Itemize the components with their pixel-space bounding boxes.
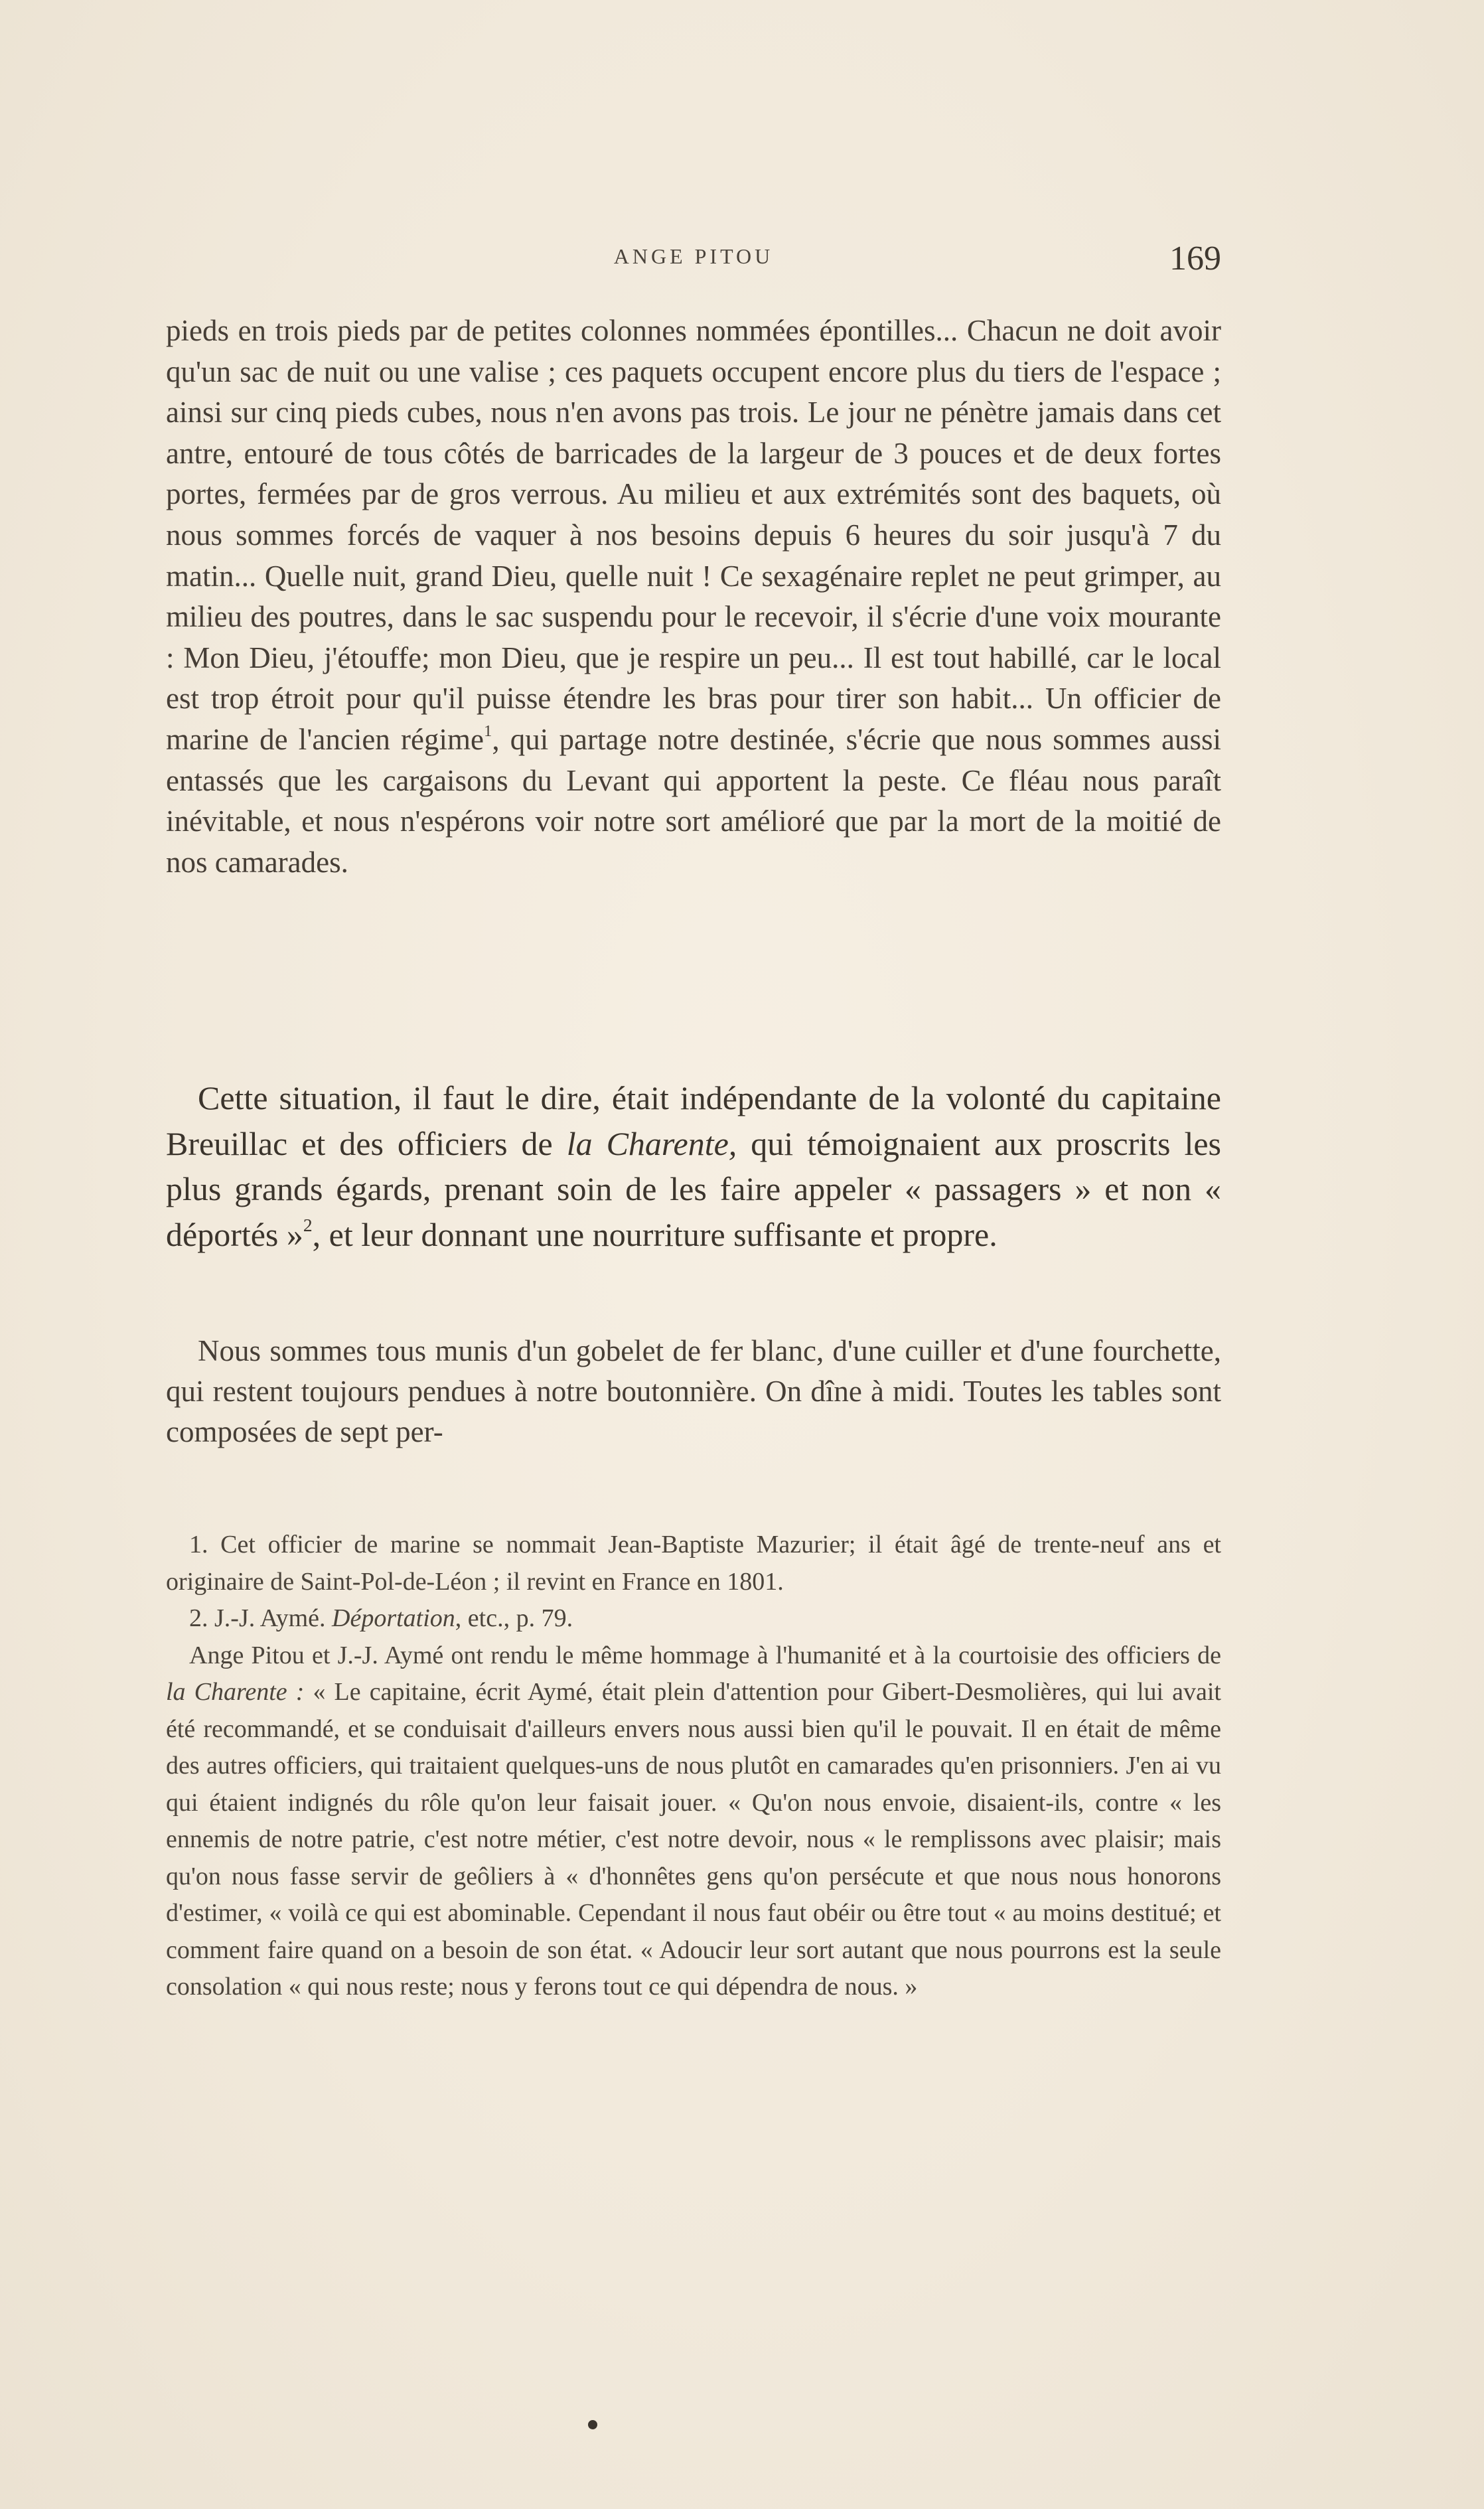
footnote-2-prefix: 2. J.-J. Aymé. — [189, 1604, 333, 1632]
footnote-2-suffix: , etc., p. 79. — [455, 1604, 573, 1632]
printer-mark — [588, 2420, 597, 2429]
running-header — [166, 239, 1221, 279]
quote1-text-b: , qui partage notre destinée, s'écrie que nous sommes aussi entassés que les cargaisons du Levant qui apportent la peste. Ce fléau nous paraît inévitable, et nous n'espérons voir notre sort amélioré que par la mort de la moitié de nos camarades. — [166, 722, 1221, 879]
running-title: ANGE PITOU — [613, 244, 774, 268]
quoted-passage-1 — [166, 311, 1221, 883]
footnote-2-paragraph — [166, 1637, 1221, 2006]
page-number: 169 — [1169, 240, 1221, 277]
footnote-ref-1: 1 — [483, 722, 492, 741]
quoted-passage-2 — [166, 1331, 1221, 1452]
narrative-text-c: , et leur donnant une nourriture suffisante et propre. — [312, 1215, 998, 1253]
quote2-text: Nous sommes tous munis d'un gobelet de fer blanc, d'une cuiller et d'une fourchette, qui restent toujours pendues à notre boutonnière. On dîne à midi. Toutes les tables sont composées de sept per- — [166, 1334, 1221, 1448]
footnotes — [166, 1527, 1221, 2006]
narrative-text-a: Cette situation, il faut le dire, était indépendante de la volonté du capitaine Breuillac et des officiers de — [166, 1079, 1221, 1162]
narrative-text-b: qui témoignaient aux proscrits les plus grands égards, prenant soin de les faire appeler « passagers » et non « déportés » — [166, 1124, 1221, 1253]
footnote-para-text: « Le capitaine, écrit Aymé, était plein d'attention pour Gibert-Desmolières, qui lui avait été recommandé, et se conduisait d'ailleurs envers nous aussi bien qu'il le pouvait. Il en était de même des autres officiers, qui traitaient quelques-uns de nous plutôt en camarades qu'en prisonniers. J'en ai vu qui étaient indignés du rôle qu'on leur faisait jouer. « Qu'on nous envoie, disaient-ils, contre « les ennemis de notre patrie, c'est notre métier, c'est notre devoir, nous « le remplissons avec plaisir; mais qu'on nous fasse servir de geôliers à « d'honnêtes gens qu'on persécute et que nous nous honorons d'estimer, « voilà ce qui est abominable. Cependant il nous faut obéir ou être tout « au moins destitué; et comment faire quand on a besoin de son état. « Adoucir leur sort autant que nous pourrons est la seule consolation « qui nous reste; nous y ferons tout ce qui dépendra de nous. » — [166, 1678, 1221, 2001]
ship-name: la Charente, — [566, 1124, 737, 1162]
footnote-2-title: Déportation — [332, 1604, 455, 1632]
footnote-ref-2: 2 — [303, 1214, 313, 1235]
footnote-para-prefix: Ange Pitou et J.-J. Aymé ont rendu le même hommage à l'humanité et à la courtoisie des officiers de — [189, 1641, 1221, 1669]
footnote-2 — [166, 1600, 1221, 1637]
narrative-paragraph — [166, 1075, 1221, 1257]
footnote-ship-name: la Charente : — [166, 1678, 305, 1706]
footnote-1: 1. Cet officier de marine se nommait Jean-Baptiste Mazurier; il était âgé de trente-neuf ans et originaire de Saint-Pol-de-Léon ; il revint en France en 1801. — [166, 1531, 1221, 1596]
quote1-text-a: pieds en trois pieds par de petites colonnes nommées épontilles... Chacun ne doit avoir qu'un sac de nuit ou une valise ; ces paquets occupent encore plus du tiers de l'espace ; ainsi sur cinq pieds cubes, nous n'en avons pas trois. Le jour ne pénètre jamais dans cet antre, entouré de tous côtés de barricades de la largeur de 3 pouces et de deux fortes portes, fermées par de gros verrous. Au milieu et aux extrémités sont des baquets, où nous sommes forcés de vaquer à nos besoins depuis 6 heures du soir jusqu'à 7 du matin... Quelle nuit, grand Dieu, quelle nuit ! Ce sexagénaire replet ne peut grimper, au milieu des poutres, dans le sac suspendu pour le recevoir, il s'écrie d'une voix mourante : Mon Dieu, j'étouffe; mon Dieu, que je respire un peu... Il est tout habillé, car le local est trop étroit pour qu'il puisse étendre les bras pour tirer son habit... Un officier de marine de l'ancien régime — [166, 314, 1221, 756]
